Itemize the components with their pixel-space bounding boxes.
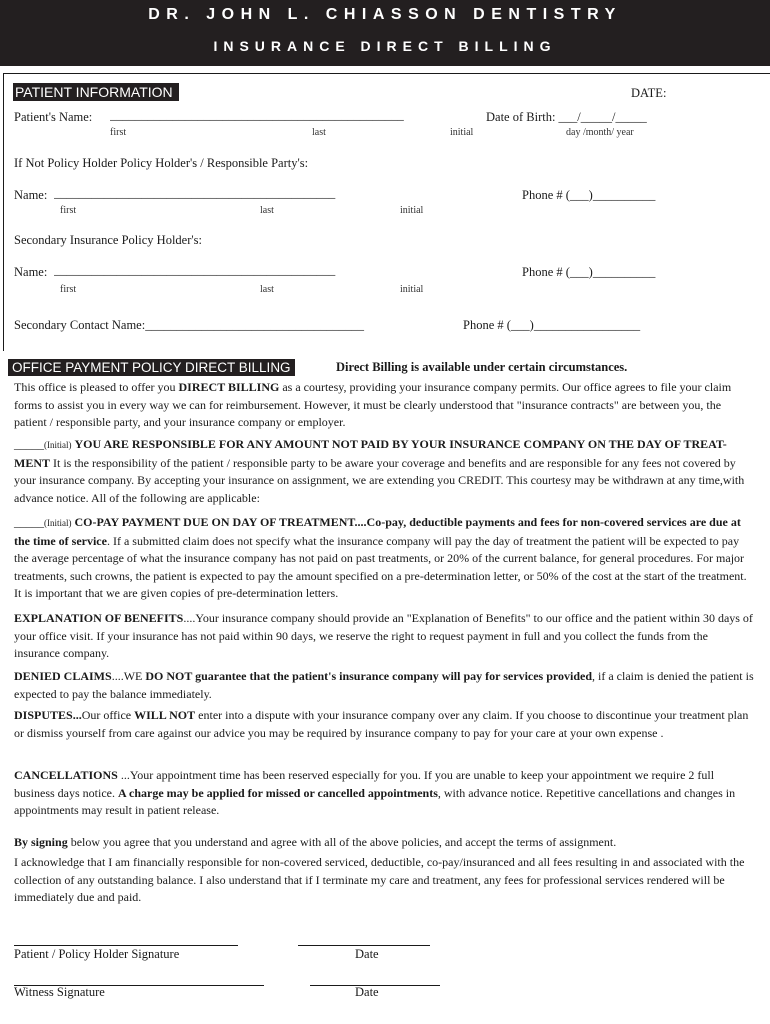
sub-last: last — [312, 127, 326, 138]
secondary-holder-label: Secondary Insurance Policy Holder's: — [14, 233, 202, 247]
sub-initial: initial — [400, 205, 424, 216]
dob-field[interactable]: Date of Birth: ___/_____/_____ — [486, 110, 647, 124]
practice-name: DR. JOHN L. CHIASSON DENTISTRY — [148, 6, 622, 23]
patient-name-field[interactable]: _______________________________________________ — [110, 108, 404, 122]
policy-acknowledgement: I acknowledge that I am financially responsible for non-covered serviced, deductible, co-pay/insuranced and all fees resulting in and associated with the collection of any outstanding balance. I also understand that if I terminate my care and treatment, any fees for professional services rendered will be immediately due and paid. — [14, 855, 745, 904]
secondary-contact-field[interactable]: Secondary Contact Name:___________________________________ — [14, 318, 364, 332]
policy-disputes: DISPUTES...Our office WILL NOT enter into a dispute with your insurance company over any claim. If you choose to discontinue your treatment plan or dismiss yourself from care against our advice you may be required by insurance company to pay for your care at your own expense . — [14, 708, 749, 740]
policy-signing: By signing below you agree that you understand and agree with all of the above policies, and accept the terms of assignment. — [14, 835, 617, 849]
policy-eob: EXPLANATION OF BENEFITS....Your insurance company should provide an "Explanation of Benefits" to our office and the patient within 30 days of your office visit. If your insurance has not paid within 90 days, we reserve the right to request payment in full and you collect the funds from the insurance company. — [14, 611, 753, 660]
initial-field-2[interactable]: _____(Initial) — [14, 515, 72, 529]
sub-last: last — [260, 284, 274, 295]
policy-intro: This office is pleased to offer you DIRECT BILLING as a courtesy, providing your insurance company permits. Our office agrees to file your claim forms to assist you in every way we can for reimbursement. However, it must be clearly understood that "insurance contracts" are between you, the patient / responsible party, and your insurance company or employer. — [14, 380, 732, 429]
date-label-1: Date — [355, 947, 379, 961]
policy-copay: _____(Initial) CO-PAY PAYMENT DUE ON DAY OF TREATMENT....Co-pay, deductible payments and fees for non-covered services are due at the time of service. If a submitted claim does not specify what the insurance company will pay the day of treatment the patient will be expected to pay the average percentage of what the insurance company has not paid on past treatments, or 20% of the current balance, for general procedures. For major treatments, such crowns, the patient is expected to pay the amount specified on a pre-determination letter, or 50% of the cost at the start of the treatment. It is important that we are given copies of pre-determination letters. — [14, 515, 747, 600]
payment-policy-heading: OFFICE PAYMENT POLICY DIRECT BILLING — [8, 359, 295, 376]
form-title: INSURANCE DIRECT BILLING — [213, 38, 557, 54]
sub-first: first — [60, 205, 77, 216]
patient-signature-line[interactable] — [14, 945, 238, 946]
direct-billing-note: Direct Billing is available under certain circumstances. — [336, 360, 628, 374]
patient-name-label: Patient's Name: — [14, 110, 93, 124]
initial-field-1[interactable]: _____(Initial) — [14, 437, 72, 451]
sub-first: first — [60, 284, 77, 295]
policy-responsibility: _____(Initial) YOU ARE RESPONSIBLE FOR ANY AMOUNT NOT PAID BY YOUR INSURANCE COMPANY ON THE DAY OF TREAT-MENT It is the responsibility of the patient / responsible party to be aware your coverage and benefits and are responsible for any fees not covered by your insurance company. By accepting your insurance on assignment, we are extending you CREDIT. This courtesy may be withdrawn at any time,with advance notice. All of the following are applicable: — [14, 437, 745, 505]
sub-initial: initial — [400, 284, 424, 295]
sub-last: last — [260, 205, 274, 216]
secondary-name-field[interactable]: _____________________________________________ — [54, 263, 336, 277]
secondary-name-label: Name: — [14, 265, 48, 279]
patient-signature-label: Patient / Policy Holder Signature — [14, 947, 180, 961]
holder-name-label: Name: — [14, 188, 48, 202]
date-label-2: Date — [355, 985, 379, 999]
policy-cancellations: CANCELLATIONS ...Your appointment time has been reserved especially for you. If you are unable to keep your appointment we require 2 full business days notice. A charge may be applied for missed or cancelled appointments, with advance notice. Repetitive cancellations and changes in appointments may result in patient release. — [14, 768, 736, 817]
sub-first: first — [110, 127, 127, 138]
secondary-contact-phone-field[interactable]: Phone # (___)_________________ — [463, 318, 641, 332]
holder-phone-field[interactable]: Phone # (___)__________ — [522, 188, 656, 202]
patient-info-heading: PATIENT INFORMATION — [13, 83, 179, 101]
date-field[interactable]: DATE: — [631, 86, 667, 100]
secondary-phone-field[interactable]: Phone # (___)__________ — [522, 265, 656, 279]
letterhead — [0, 0, 770, 66]
date-line-1[interactable] — [298, 945, 430, 946]
witness-signature-label: Witness Signature — [14, 985, 105, 999]
sub-dob-format: day /month/ year — [566, 127, 634, 138]
policy-denied-claims: DENIED CLAIMS....WE DO NOT guarantee that the patient's insurance company will pay for services provided, if a claim is denied the patient is expected to pay the balance immediately. — [14, 669, 754, 701]
sub-initial: initial — [450, 127, 474, 138]
policy-holder-label: If Not Policy Holder Policy Holder's / Responsible Party's: — [14, 156, 309, 170]
holder-name-field[interactable]: _____________________________________________ — [54, 186, 336, 200]
